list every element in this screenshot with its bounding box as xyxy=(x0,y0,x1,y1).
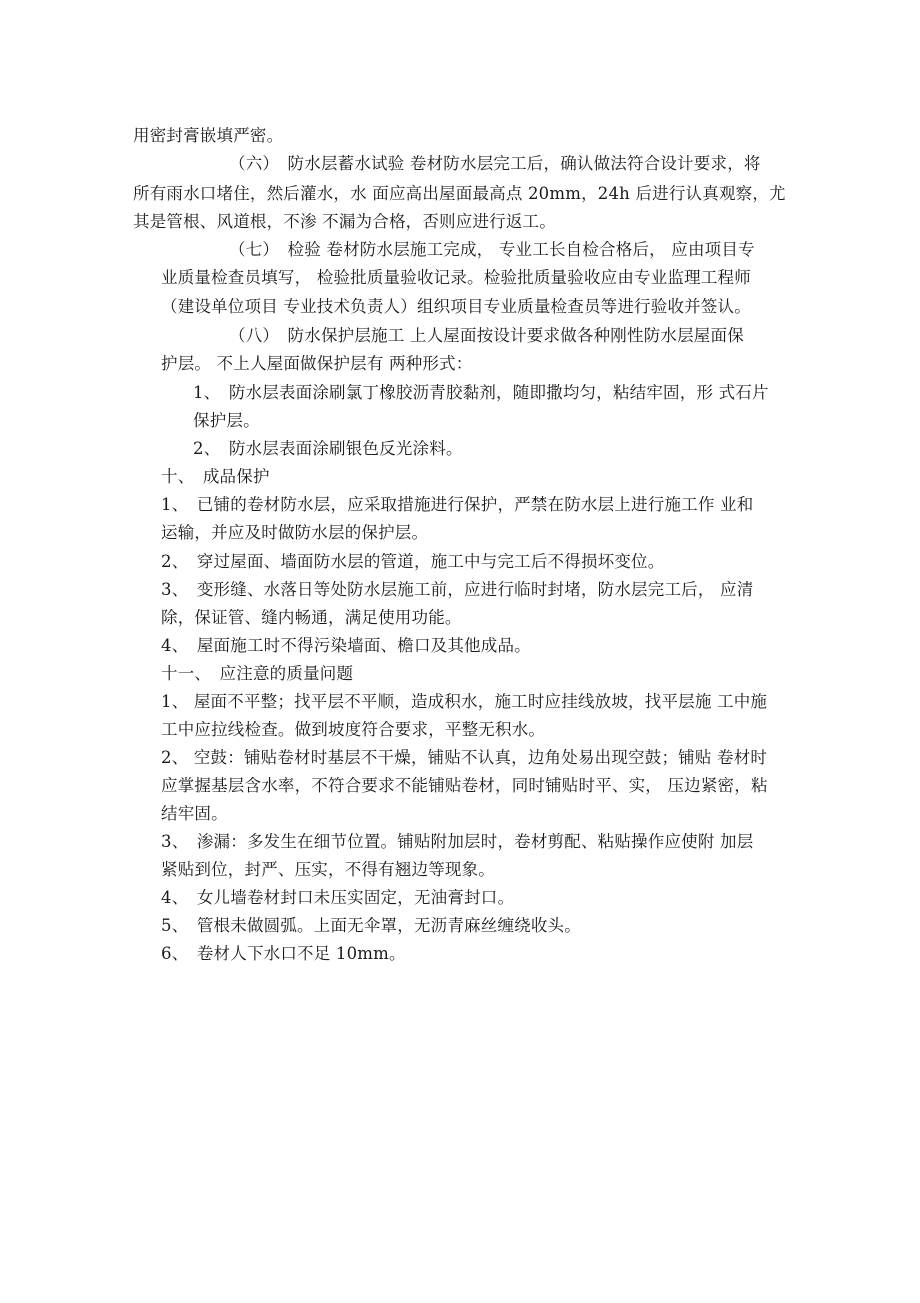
text-line: 紧贴到位，封严、压实，不得有翘边等现象。 xyxy=(161,860,495,879)
text-line: 除，保证管、缝内畅通，满足使用功能。 xyxy=(161,608,462,627)
text-line: 所有雨水口堵住，然后灌水，水 面应高出屋面最高点 20mm，24h 后进行认真观察，尤 xyxy=(133,184,786,203)
text-line: 3、 变形缝、水落日等处防水层施工前，应进行临时封堵，防水层完工后， 应清 xyxy=(161,580,754,599)
text-line: 结牢固。 xyxy=(161,804,228,823)
text-line: 业质量检查员填写， 检验批质量验收记录。检验批质量验收应由专业监理工程师 xyxy=(161,268,751,287)
text-line: 保护层。 xyxy=(193,411,260,430)
text-line: 护层。 不上人屋面做保护层有 两种形式： xyxy=(161,354,473,373)
text-line: 2、 空鼓：铺贴卷材时基层不干燥，铺贴不认真，边角处易出现空鼓；铺贴 卷材时 xyxy=(161,748,768,767)
text-line: 工中应拉线检查。做到坡度符合要求，平整无积水。 xyxy=(161,720,546,739)
text-line: 2、 穿过屋面、墙面防水层的管道，施工中与完工后不得损坏变位。 xyxy=(161,552,665,571)
text-line: 3、 渗漏：多发生在细节位置。铺贴附加层时，卷材剪配、粘贴操作应使附 加层 xyxy=(161,832,754,851)
text-line: 1、 屋面不平整；找平层不平顺，造成积水，施工时应挂线放坡，找平层施 工中施 xyxy=(161,692,768,711)
text-line: 运输，并应及时做防水层的保护层。 xyxy=(161,523,429,542)
text-line: 6、 卷材人下水口不足 10mm。 xyxy=(161,944,406,963)
section-heading: 十、 成品保护 xyxy=(161,467,270,486)
text-line: 1、 防水层表面涂刷氯丁橡胶沥青胶黏剂，随即撒均匀，粘结牢固，形 式石片 xyxy=(193,383,769,402)
section-heading: 十一、 应注意的质量问题 xyxy=(161,664,354,683)
text-line: 其是管根、风道根，不渗 不漏为合格，否则应进行返工。 xyxy=(133,212,556,231)
text-line: 应掌握基层含水率，不符合要求不能铺贴卷材，同时铺贴时平、实， 压边紧密，粘 xyxy=(161,776,768,795)
text-line: 用密封膏嵌填严密。 xyxy=(133,126,284,145)
text-line: （六） 防水层蓄水试验 卷材防水层完工后，确认做法符合设计要求，将 xyxy=(229,154,761,173)
text-line: （建设单位项目 专业技术负责人）组织项目专业质量检查员等进行验收并签认。 xyxy=(161,297,751,316)
text-line: 1、 已铺的卷材防水层，应采取措施进行保护，严禁在防水层上进行施工作 业和 xyxy=(161,495,754,514)
text-line: （七） 检验 卷材防水层施工完成， 专业工长自检合格后， 应由项目专 xyxy=(229,240,755,259)
text-line: 5、 管根未做圆弧。上面无伞罩，无沥青麻丝缠绕收头。 xyxy=(161,916,581,935)
text-line: 4、 屋面施工时不得污染墙面、檐口及其他成品。 xyxy=(161,636,531,655)
text-line: （八） 防水保护层施工 上人屋面按设计要求做各种刚性防水层屋面保 xyxy=(229,326,744,345)
text-line: 4、 女儿墙卷材封口未压实固定，无油膏封口。 xyxy=(161,888,515,907)
text-line: 2、 防水层表面涂刷银色反光涂料。 xyxy=(193,439,463,458)
